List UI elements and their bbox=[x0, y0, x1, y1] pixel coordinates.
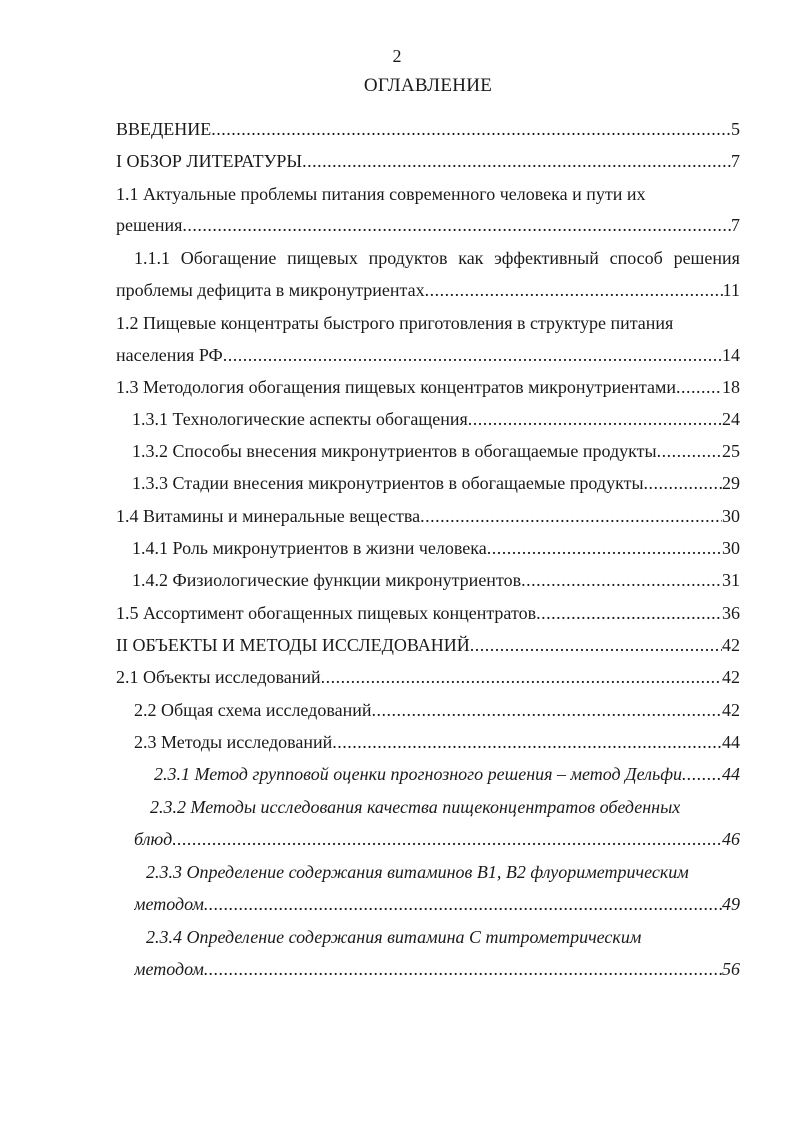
toc-leader bbox=[332, 730, 722, 754]
toc-page-number: 18 bbox=[722, 377, 740, 397]
toc-leader bbox=[657, 439, 722, 463]
page-title: ОГЛАВЛЕНИЕ bbox=[363, 75, 493, 96]
toc-leader bbox=[682, 762, 722, 786]
toc-leader bbox=[302, 149, 731, 173]
toc-leader bbox=[420, 504, 722, 528]
toc-word: пищевых bbox=[287, 248, 358, 268]
toc-entry-text: решения bbox=[116, 215, 183, 235]
toc-leader bbox=[487, 536, 722, 560]
toc-entry-2-3-4-line2[interactable] bbox=[134, 957, 740, 981]
toc-leader bbox=[204, 892, 722, 916]
toc-entry-text: 1.3.1 Технологические аспекты обогащения bbox=[132, 409, 468, 429]
toc-leader bbox=[536, 601, 722, 625]
toc-entry-text: 1.3.2 Способы внесения микронутриентов в обогащаемые продукты bbox=[132, 441, 657, 461]
toc-entry-1-4[interactable] bbox=[116, 504, 740, 528]
toc-entry-text: методом bbox=[134, 959, 204, 979]
toc-leader bbox=[425, 278, 723, 302]
toc-page-number: 42 bbox=[722, 667, 740, 687]
toc-entry-text: 2.3 Методы исследований bbox=[134, 732, 333, 752]
toc-leader bbox=[172, 827, 722, 851]
toc-leader bbox=[676, 375, 722, 399]
page-number: 2 bbox=[392, 46, 402, 66]
toc-entry-1-1-line2[interactable] bbox=[116, 213, 740, 237]
toc-page-number: 56 bbox=[722, 959, 740, 979]
toc-entry-1-3[interactable] bbox=[116, 375, 740, 399]
toc-entry-text: 1.3.3 Стадии внесения микронутриентов в обогащаемые продукты bbox=[132, 473, 644, 493]
toc-entry-text: 1.4.2 Физиологические функции микронутриентов bbox=[132, 570, 522, 590]
toc-page-number: 11 bbox=[722, 280, 740, 300]
toc-entry-2-3[interactable] bbox=[134, 730, 740, 754]
toc-page-number: 44 bbox=[722, 732, 740, 752]
toc-word: 1.1.1 bbox=[134, 248, 170, 268]
toc-entry-2-2[interactable] bbox=[134, 698, 740, 722]
toc-entry-2-3-4-line1[interactable]: 2.3.4 Определение содержания витамина С титрометрическим bbox=[146, 927, 642, 947]
toc-entry-text: проблемы дефицита в микронутриентах bbox=[116, 280, 425, 300]
toc-entry-text: населения РФ bbox=[116, 345, 223, 365]
toc-entry-2-3-1[interactable] bbox=[154, 762, 740, 786]
toc-entry-1-5[interactable] bbox=[116, 601, 740, 625]
toc-leader bbox=[468, 407, 722, 431]
toc-word: как bbox=[458, 248, 484, 268]
toc-page-number: 30 bbox=[722, 506, 740, 526]
toc-leader bbox=[521, 568, 722, 592]
toc-entry-1-1-line1[interactable]: 1.1 Актуальные проблемы питания современного человека и пути их bbox=[116, 184, 646, 204]
toc-leader bbox=[470, 633, 722, 657]
toc-entry-1-3-2[interactable] bbox=[132, 439, 740, 463]
toc-leader bbox=[223, 343, 722, 367]
toc-entry-1-4-1[interactable] bbox=[132, 536, 740, 560]
toc-entry-2-1[interactable] bbox=[116, 665, 740, 689]
toc-leader bbox=[182, 213, 731, 237]
toc-leader bbox=[644, 471, 722, 495]
toc-word: способ bbox=[609, 248, 663, 268]
toc-entry-chapter-1[interactable] bbox=[116, 149, 740, 173]
toc-entry-text: 2.3.1 Метод групповой оценки прогнозного решения – метод Дельфи bbox=[154, 764, 682, 784]
toc-entry-text: 2.2 Общая схема исследований bbox=[134, 700, 372, 720]
toc-page-number: 30 bbox=[722, 538, 740, 558]
toc-word: Обогащение bbox=[180, 248, 277, 268]
toc-entry-text: блюд bbox=[134, 829, 173, 849]
toc-entry-2-3-2-line1[interactable]: 2.3.2 Методы исследования качества пищеконцентратов обеденных bbox=[150, 797, 681, 817]
toc-word: решения bbox=[673, 248, 740, 268]
toc-entry-intro[interactable] bbox=[116, 117, 740, 141]
toc-entry-1-1-1-line1[interactable] bbox=[134, 246, 740, 270]
toc-page-number: 7 bbox=[731, 151, 740, 171]
toc-entry-1-3-1[interactable] bbox=[132, 407, 740, 431]
toc-page-number: 36 bbox=[722, 603, 740, 623]
toc-word: эффективный bbox=[494, 248, 599, 268]
toc-entry-1-2-line1[interactable]: 1.2 Пищевые концентраты быстрого приготовления в структуре питания bbox=[116, 313, 674, 333]
toc-page-number: 44 bbox=[722, 764, 740, 784]
toc-leader bbox=[204, 957, 722, 981]
toc-entry-text: методом bbox=[134, 894, 204, 914]
toc-page-number: 31 bbox=[722, 570, 740, 590]
toc-entry-text: 2.1 Объекты исследований bbox=[116, 667, 321, 687]
toc-page-number: 7 bbox=[731, 215, 740, 235]
toc-page-number: 14 bbox=[722, 345, 740, 365]
toc-entry-1-1-1-line2[interactable] bbox=[116, 278, 740, 302]
toc-page-number: 46 bbox=[722, 829, 740, 849]
toc-entry-1-2-line2[interactable] bbox=[116, 343, 740, 367]
toc-entry-2-3-3-line1[interactable]: 2.3.3 Определение содержания витаминов В1, В2 флуориметрическим bbox=[146, 862, 689, 882]
toc-word: продуктов bbox=[368, 248, 448, 268]
toc-page-number: 42 bbox=[722, 635, 740, 655]
toc-entry-text: 1.3 Методология обогащения пищевых концентратов микронутриентами bbox=[116, 377, 676, 397]
toc-entry-text: 1.4.1 Роль микронутриентов в жизни человека bbox=[132, 538, 487, 558]
toc-page-number: 25 bbox=[722, 441, 740, 461]
toc-entry-2-3-2-line2[interactable] bbox=[134, 827, 740, 851]
toc-entry-chapter-2[interactable] bbox=[116, 633, 740, 657]
toc-entry-1-3-3[interactable] bbox=[132, 471, 740, 495]
toc-leader bbox=[372, 698, 723, 722]
toc-leader bbox=[321, 665, 722, 689]
toc-entry-text: ВВЕДЕНИЕ bbox=[116, 119, 212, 139]
toc-entry-2-3-3-line2[interactable] bbox=[134, 892, 740, 916]
toc-page-number: 49 bbox=[722, 894, 740, 914]
toc-entry-text: II ОБЪЕКТЫ И МЕТОДЫ ИССЛЕДОВАНИЙ bbox=[116, 635, 470, 655]
toc-leader bbox=[211, 117, 731, 141]
toc-entry-1-4-2[interactable] bbox=[132, 568, 740, 592]
toc-page-number: 24 bbox=[722, 409, 740, 429]
toc-entry-text: 1.4 Витамины и минеральные вещества bbox=[116, 506, 421, 526]
toc-page-number: 29 bbox=[722, 473, 740, 493]
toc-entry-text: 1.5 Ассортимент обогащенных пищевых концентратов bbox=[116, 603, 537, 623]
toc-entry-text: I ОБЗОР ЛИТЕРАТУРЫ bbox=[116, 151, 303, 171]
toc-page-number: 42 bbox=[722, 700, 740, 720]
toc-page-number: 5 bbox=[731, 119, 740, 139]
